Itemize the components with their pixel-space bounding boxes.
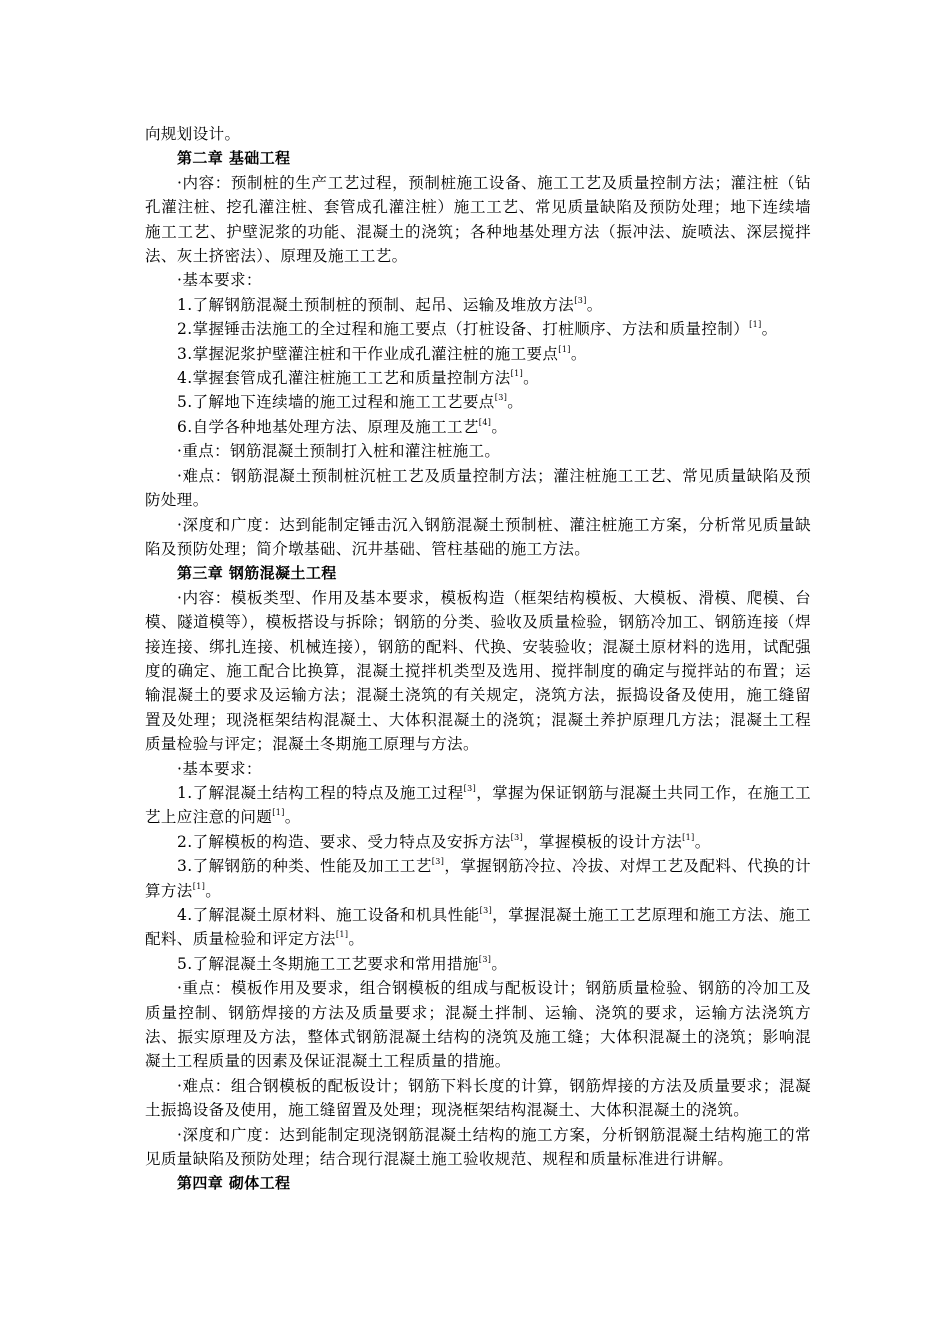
- chapter2-depth: ·深度和广度：达到能制定锤击沉入钢筋混凝土预制桩、灌注桩施工方案，分析常见质量缺陷及预防处理；简介墩基础、沉井基础、管柱基础的施工方法。: [145, 515, 811, 558]
- citation: [3]: [494, 393, 508, 403]
- chapter3-requirement-5: 5.了解混凝土冬期施工工艺要求和常用措施[3]。: [177, 954, 508, 973]
- chapter2-title: 第二章 基础工程: [177, 149, 291, 168]
- chapter2-requirement-2: 2.掌握锤击法施工的全过程和施工要点（打桩设备、打桩顺序、方法和质量控制）[1]。: [177, 320, 778, 339]
- citation: [1]: [749, 320, 762, 330]
- citation: [3]: [431, 857, 445, 867]
- chapter3-content: ·内容：模板类型、作用及基本要求，模板构造（框架结构模板、大模板、滑模、爬模、台模、隧道模等），模板搭设与拆除；钢筋的分类、验收及质量检验，钢筋冷加工、钢筋连接（焊接连接、绑扎连接、机械连接），钢筋的配料、代换、安装验收；混凝土原材料的选用，试配强度的确定、施工配合比换算，混凝土搅拌机类型及选用、搅拌制度的确定与搅拌站的布置；运输混凝土的要求及运输方法；混凝土浇筑的有关规定，浇筑方法，振捣设备及使用，施工缝留置及处理；现浇框架结构混凝土、大体积混凝土的浇筑；混凝土养护原理几方法；混凝土工程质量检验与评定；混凝土冬期施工原理与方法。: [145, 588, 811, 754]
- citation: [3]: [478, 954, 492, 964]
- citation: [1]: [192, 881, 206, 891]
- chapter3-requirement-2: 2.了解模板的构造、要求、受力特点及安拆方法[3]，掌握模板的设计方法[1]。: [177, 832, 711, 851]
- document-page: [145, 122, 811, 1196]
- chapter3-depth: ·深度和广度：达到能制定现浇钢筋混凝土结构的施工方案，分析钢筋混凝土结构施工的常见质量缺陷及预防处理；结合现行混凝土施工验收规范、规程和质量标准进行讲解。: [145, 1125, 811, 1169]
- chapter2-content: ·内容：预制桩的生产工艺过程，预制桩施工设备、施工工艺及质量控制方法；灌注桩（钻孔灌注桩、挖孔灌注桩、套管成孔灌注桩）施工工艺、常见质量缺陷及预防处理；地下连续墙施工工艺、护壁泥浆的功能、混凝土的浇筑；各种地基处理方法（振冲法、旋喷法、深层搅拌法、灰土挤密法）、原理及施工工艺。: [145, 173, 811, 266]
- chapter3-requirement-4: 4.了解混凝土原材料、施工设备和机具性能[3]，掌握混凝土施工工艺原理和施工方法、施工配料、质量检验和评定方法[1]。: [145, 906, 811, 949]
- chapter2-requirement-6: 6.自学各种地基处理方法、原理及施工工艺[4]。: [177, 417, 508, 436]
- chapter3-key-points: ·重点：模板作用及要求，组合钢模板的组成与配板设计；钢筋质量检验、钢筋的冷加工及质量控制、钢筋焊接的方法及质量要求；混凝土拌制、运输、浇筑的要求，运输方法浇筑方法、振实原理及方法，整体式钢筋混凝土结构的浇筑及施工缝；大体积混凝土的浇筑；影响混凝土工程质量的因素及保证混凝土工程质量的措施。: [145, 979, 811, 1071]
- chapter2-requirement-5: 5.了解地下连续墙的施工过程和施工工艺要点[3]。: [177, 393, 524, 412]
- chapter1-tail: 向规划设计。: [145, 125, 241, 143]
- citation: [3]: [574, 295, 587, 305]
- citation: [1]: [272, 808, 285, 818]
- chapter4-title: 第四章 砌体工程: [177, 1174, 291, 1193]
- citation: [3]: [479, 906, 493, 915]
- chapter2-requirement-3: 3.掌握泥浆护壁灌注桩和干作业成孔灌注桩的施工要点[1]。: [177, 344, 587, 363]
- chapter3-requirement-1: 1.了解混凝土结构工程的特点及施工过程[3]，掌握为保证钢筋与混凝土共同工作，在施工工艺上应注意的问题[1]。: [145, 783, 811, 827]
- chapter3-requirement-3: 3.了解钢筋的种类、性能及加工工艺[3]，掌握钢筋冷拉、冷拔、对焊工艺及配料、代换的计算方法[1]。: [145, 857, 812, 900]
- chapter2-key-points: ·重点：钢筋混凝土预制打入桩和灌注桩施工。: [177, 442, 501, 461]
- chapter2-requirements-label: ·基本要求：: [177, 271, 262, 290]
- citation: [4]: [478, 417, 492, 427]
- citation: [1]: [682, 832, 695, 842]
- chapter3-title: 第三章 钢筋混凝土工程: [177, 564, 337, 583]
- chapter2-requirement-4: 4.掌握套管成孔灌注桩施工工艺和质量控制方法[1]。: [177, 369, 540, 388]
- citation: [3]: [510, 832, 524, 842]
- citation: [1]: [510, 369, 524, 379]
- chapter2-difficulties: ·难点：钢筋混凝土预制桩沉桩工艺及质量控制方法；灌注桩施工工艺、常见质量缺陷及预防处理。: [145, 466, 811, 510]
- chapter3-difficulties: ·难点：组合钢模板的配板设计；钢筋下料长度的计算，钢筋焊接的方法及质量要求；混凝土振捣设备及使用，施工缝留置及处理；现浇框架结构混凝土、大体积混凝土的浇筑。: [145, 1076, 811, 1120]
- citation: [3]: [463, 783, 477, 793]
- chapter3-requirements-label: ·基本要求：: [177, 759, 262, 778]
- citation: [1]: [335, 930, 349, 940]
- citation: [1]: [558, 344, 571, 354]
- chapter2-requirement-1: 1.了解钢筋混凝土预制桩的预制、起吊、运输及堆放方法[3]。: [177, 295, 603, 314]
